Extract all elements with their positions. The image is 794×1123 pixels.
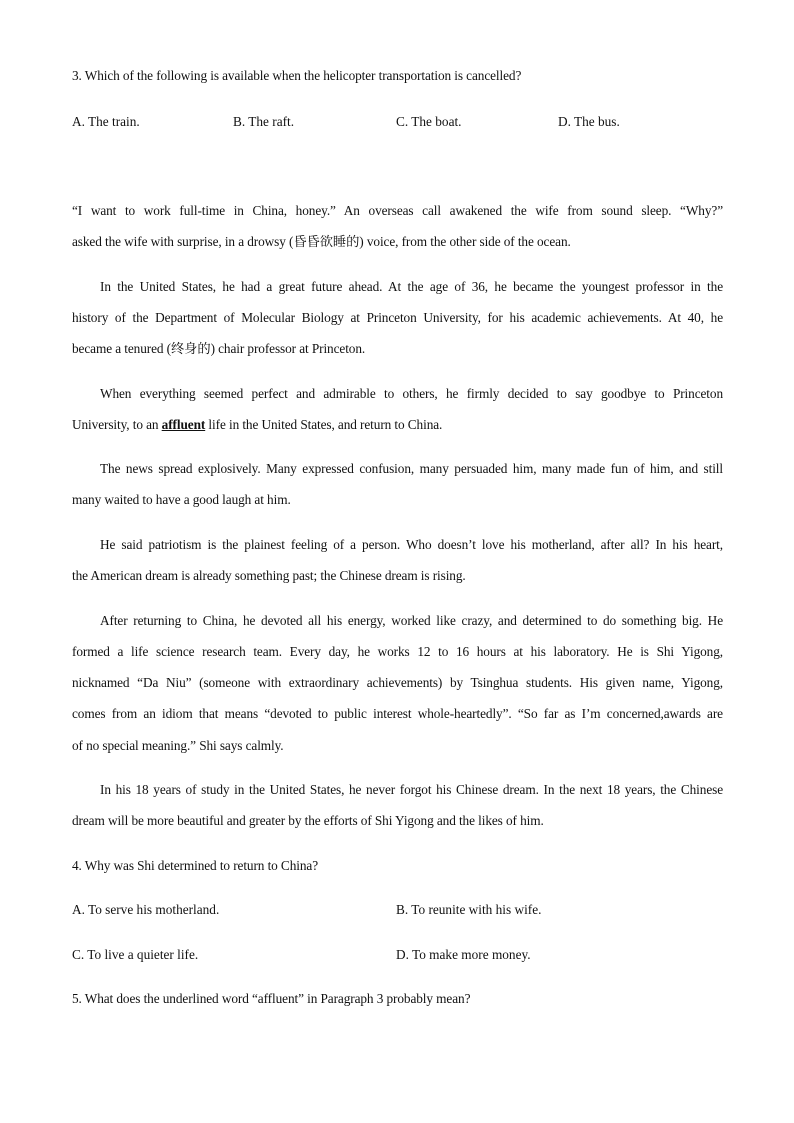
- passage-p4-line1: The news spread explosively. Many expressed confusion, many persuaded him, many made fun of him, and still: [100, 461, 723, 476]
- q3-option-d[interactable]: D. The bus.: [558, 114, 620, 129]
- passage-p6-line5: of no special meaning.” Shi says calmly.: [72, 738, 284, 753]
- passage-p5-line2: the American dream is already something past; the Chinese dream is rising.: [72, 568, 466, 583]
- q3-option-b[interactable]: B. The raft.: [233, 114, 295, 129]
- passage-p1-line1: “I want to work full-time in China, honey.” An overseas call awakened the wife from sound sleep. “Why?”: [72, 203, 723, 218]
- passage-p4-line2: many waited to have a good laugh at him.: [72, 492, 291, 507]
- passage-p5-line1: He said patriotism is the plainest feeling of a person. Who doesn’t love his motherland, after all? In his heart,: [100, 537, 723, 552]
- q3-option-a[interactable]: A. The train.: [72, 114, 140, 129]
- passage-p7-line2: dream will be more beautiful and greater by the efforts of Shi Yigong and the likes of him.: [72, 813, 544, 828]
- passage-p6-line1: After returning to China, he devoted all his energy, worked like crazy, and determined to do something big. He: [100, 613, 723, 628]
- passage-p1-line2: asked the wife with surprise, in a drowsy (昏昏欲睡的) voice, from the other side of the ocean.: [72, 234, 571, 249]
- passage-p6-line3: nicknamed “Da Niu” (someone with extraordinary achievements) by Tsinghua students. His given name, Yigong,: [72, 675, 723, 690]
- passage-p2-line1: In the United States, he had a great future ahead. At the age of 36, he became the youngest professor in the: [100, 279, 723, 294]
- q4-option-c[interactable]: C. To live a quieter life.: [72, 947, 199, 962]
- question-4: 4. Why was Shi determined to return to China?: [72, 858, 318, 873]
- p3-line2-after: life in the United States, and return to China.: [205, 417, 443, 432]
- question-3: 3. Which of the following is available when the helicopter transportation is cancelled?: [72, 68, 522, 83]
- q4-option-b[interactable]: B. To reunite with his wife.: [396, 902, 542, 917]
- passage-p6-line2: formed a life science research team. Every day, he works 12 to 16 hours at his laboratory. He is Shi Yigong,: [72, 644, 723, 659]
- affluent-keyword: affluent: [161, 417, 206, 432]
- p3-line2-before: University, to an: [72, 417, 162, 432]
- passage-p3-line2: [72, 417, 723, 433]
- passage-p7-line1: In his 18 years of study in the United States, he never forgot his Chinese dream. In the next 18 years, the Chinese: [100, 782, 723, 797]
- q3-option-c[interactable]: C. The boat.: [396, 114, 462, 129]
- q4-option-d[interactable]: D. To make more money.: [396, 947, 531, 962]
- passage-p2-line2: history of the Department of Molecular Biology at Princeton University, for his academic achievements. At 40, he: [72, 310, 723, 325]
- q4-option-a[interactable]: A. To serve his motherland.: [72, 902, 220, 917]
- passage-p2-line3: became a tenured (终身的) chair professor at Princeton.: [72, 341, 366, 356]
- question-5: 5. What does the underlined word “affluent” in Paragraph 3 probably mean?: [72, 991, 471, 1006]
- passage-p6-line4: comes from an idiom that means “devoted to public interest whole-heartedly”. “So far as I’m concerned,awards are: [72, 706, 723, 721]
- passage-p3-line1: When everything seemed perfect and admirable to others, he firmly decided to say goodbye to Princeton: [100, 386, 723, 401]
